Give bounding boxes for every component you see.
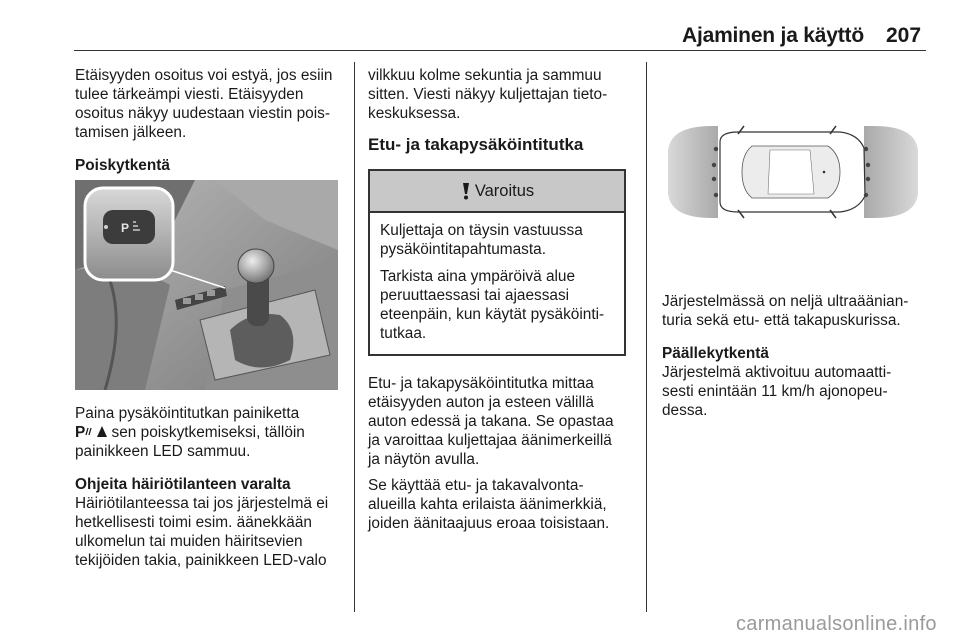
park-assist-symbol: P <box>75 424 107 441</box>
warning-box <box>368 169 626 356</box>
header-divider <box>74 50 926 51</box>
front-sensor-zone <box>864 126 918 218</box>
paragraph-activation: Järjestelmä aktivoituu automaatti- sesti enintään 11 km/h ajonopeu- dessa. <box>662 364 892 419</box>
page-number: 207 <box>886 24 922 47</box>
column-divider-2 <box>646 62 647 612</box>
warning-body <box>370 213 624 354</box>
button-label: P <box>121 221 130 235</box>
warning-header <box>370 171 624 213</box>
warning-paragraph-responsibility: Kuljettaja on täysin vastuussa pysäköintitapahtumasta. <box>380 222 583 258</box>
park-assist-button-illustration <box>75 180 338 390</box>
sensor-coverage-diagram <box>660 66 926 276</box>
column-1-lower <box>75 404 350 581</box>
car-top-view <box>660 66 926 276</box>
warning-title: Varoitus <box>474 181 535 200</box>
section-title: Ajaminen ja käyttö <box>682 24 864 47</box>
subheading-troubleshooting: Ohjeita häiriötilanteen varalta <box>75 476 291 493</box>
park-assist-icon <box>85 425 107 438</box>
rear-sensor-zone <box>668 126 718 218</box>
subheading-deactivation: Poiskytkentä <box>75 157 170 174</box>
warning-paragraph-check-surroundings: Tarkista aina ympäröivä alue peruuttaessasi tai ajaessasi eteenpäin, kun käytät pysäköinti- tutkaa. <box>380 268 605 342</box>
warning-icon <box>460 182 472 200</box>
paragraph-sensors: Järjestelmässä on neljä ultraäänian- turia sekä etu- että takapuskurissa. <box>662 293 909 329</box>
paragraph-audio-signals: Se käyttää etu- ja takavalvonta- alueilla kahta erilaista äänimerkkiä, joiden äänitaajuus eroaa toisistaan. <box>368 477 610 532</box>
section-heading-parking-radar: Etu- ja takapysäköintitutka <box>368 135 584 154</box>
paragraph-radar-description: Etu- ja takapysäköintitutka mittaa etäisyyden auton ja esteen välillä auton edessä ja takana. Se opastaa ja varoittaa kuljettajaa äänimerkeillä ja näytön avulla. <box>368 375 614 468</box>
console-drawing <box>75 180 338 390</box>
paragraph-fault-condition: Häiriötilanteessa tai jos järjestelmä ei hetkellisesti toimi esim. äänekkään ulkomelun tai muiden häiritsevien tekijöiden takia, painikkeen LED-valo <box>75 495 329 569</box>
paragraph-led-flash: vilkkuu kolme sekuntia ja sammuu sitten. Viesti näkyy kuljettajan tieto- keskuksessa. <box>368 67 608 122</box>
column-2 <box>368 66 640 544</box>
column-3 <box>662 292 930 431</box>
column-divider-1 <box>354 62 355 612</box>
subheading-activation: Päällekytkentä <box>662 345 769 362</box>
watermark: carmanualsonline.info <box>736 613 937 635</box>
column-1 <box>75 66 345 175</box>
paragraph-press-button: Paina pysäköintitutkan painiketta P sen poiskytkemiseksi, tällöin painikkeen LED sammuu. <box>75 405 305 460</box>
paragraph-distance-display: Etäisyyden osoitus voi estyä, jos esiin tulee tärkeämpi viesti. Etäisyyden osoitus näkyy uudestaan viestin pois- tamisen jälkeen. <box>75 67 333 141</box>
